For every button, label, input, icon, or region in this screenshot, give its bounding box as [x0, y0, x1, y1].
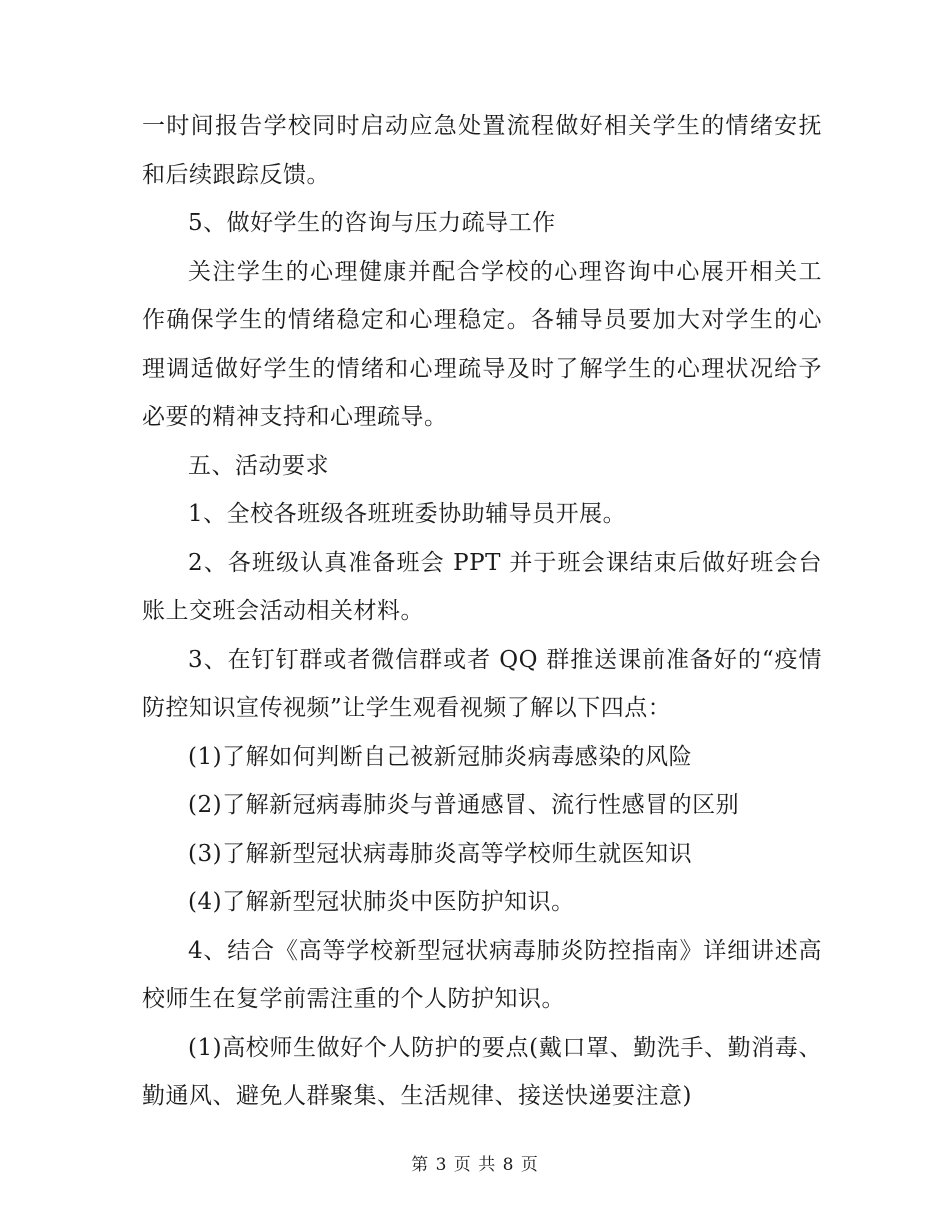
- sub-list-item: (1)了解如何判断自己被新冠肺炎病毒感染的风险: [188, 743, 693, 770]
- list-item: 1、全校各班级各班班委协助辅导员开展。: [188, 501, 627, 527]
- paragraph: 一时间报告学校同时启动应急处置流程做好相关学生的情绪安抚和后续跟踪反馈。: [142, 113, 822, 188]
- section-heading: 5、做好学生的咨询与压力疏导工作: [188, 210, 556, 236]
- sub-list-item: (2)了解新冠病毒肺炎与普通感冒、流行性感冒的区别: [188, 792, 740, 818]
- list-item: 4、结合《高等学校新型冠状病毒肺炎防控指南》详细讲述高校师生在复学前需注重的个人防护知识。: [142, 937, 822, 1012]
- list-item: 3、在钉钉群或者微信群或者 QQ 群推送课前准备好的“疫情防控知识宣传视频”让学生观看视频了解以下四点：: [142, 646, 822, 721]
- paragraph: 关注学生的心理健康并配合学校的心理咨询中心展开相关工作确保学生的情绪稳定和心理稳定。各辅导员要加大对学生的心理调适做好学生的情绪和心理疏导及时了解学生的心理状况给予必要的精神支持和心理疏导。: [142, 258, 822, 430]
- page-number-footer: 第 3 页 共 8 页: [411, 1155, 539, 1175]
- document-body: [142, 102, 822, 1121]
- sub-list-item: (3)了解新型冠状病毒肺炎高等学校师生就医知识: [188, 840, 693, 867]
- list-item: 2、各班级认真准备班会 PPT 并于班会课结束后做好班会台账上交班会活动相关材料。: [142, 549, 822, 624]
- sub-list-item: (1)高校师生做好个人防护的要点(戴口罩、勤洗手、勤消毒、勤通风、避免人群聚集、生活规律、接送快递要注意): [142, 1034, 822, 1109]
- section-heading: 五、活动要求: [188, 452, 329, 479]
- sub-list-item: (4)了解新型冠状肺炎中医防护知识。: [188, 889, 575, 915]
